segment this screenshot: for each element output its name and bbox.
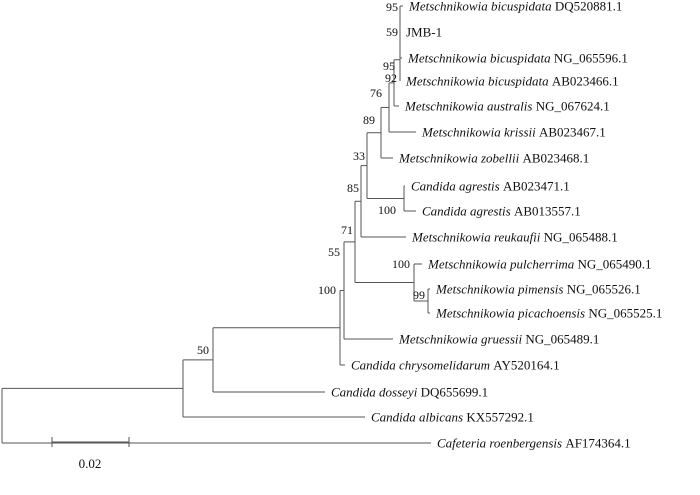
leaf-label <box>404 99 610 114</box>
species-name: Metschnikowia pimensis <box>436 281 567 297</box>
species-name: Candida dosseyi <box>331 384 421 400</box>
leaf-label <box>351 358 560 373</box>
accession-number: NG_067624.1 <box>535 98 610 114</box>
leaf-label <box>407 51 628 66</box>
leaf-label <box>371 410 534 425</box>
bootstrap-value: 100 <box>318 283 336 297</box>
scale-bar <box>52 437 129 471</box>
species-name: Metschnikowia bicuspidata <box>406 73 552 89</box>
accession-number: JMB-1 <box>406 24 443 40</box>
leaf-label <box>408 0 622 14</box>
bootstrap-value: 55 <box>328 245 340 259</box>
accession-number: NG_065525.1 <box>588 305 663 321</box>
species-name: Candida albicans <box>371 409 467 425</box>
species-name: Candida chrysomelidarum <box>351 357 494 373</box>
accession-number: NG_065596.1 <box>553 50 628 66</box>
species-name: Candida agrestis <box>411 178 503 194</box>
leaf-label <box>427 257 652 272</box>
leaf-label <box>398 151 589 166</box>
leaf-label <box>437 436 631 451</box>
accession-number: AB023467.1 <box>539 124 606 140</box>
leaf-label <box>435 282 641 297</box>
leaf-label <box>422 204 581 219</box>
species-name: Metschnikowia bicuspidata <box>408 50 554 66</box>
tree-branches <box>2 6 431 443</box>
species-name: Metschnikowia zobellii <box>399 150 523 166</box>
bootstrap-value: 89 <box>363 113 375 127</box>
bootstrap-labels <box>197 0 425 357</box>
leaf-label <box>411 179 570 194</box>
leaf-label <box>331 385 488 400</box>
bootstrap-value: 59 <box>386 25 398 39</box>
bootstrap-value: 95 <box>386 0 398 14</box>
bootstrap-value: 92 <box>385 71 397 85</box>
accession-number: AB023466.1 <box>551 73 619 89</box>
species-name: Metschnikowia australis <box>405 98 536 114</box>
species-name: Metschnikowia pulcherrima <box>428 256 578 272</box>
accession-number: KX557292.1 <box>466 409 534 425</box>
species-name: Candida agrestis <box>422 203 514 219</box>
accession-number: AF174364.1 <box>565 435 631 451</box>
bootstrap-value: 100 <box>378 203 396 217</box>
bootstrap-value: 85 <box>347 181 359 195</box>
species-name: Metschnikowia krissii <box>422 124 539 140</box>
accession-number: NG_065526.1 <box>566 281 641 297</box>
accession-number: AY520164.1 <box>493 357 560 373</box>
leaf-label <box>435 306 662 321</box>
leaf-label <box>398 332 599 347</box>
bootstrap-value: 71 <box>341 223 353 237</box>
bootstrap-value: 95 <box>383 59 395 73</box>
accession-number: NG_065489.1 <box>525 331 600 347</box>
species-name: Metschnikowia reukaufii <box>412 229 544 245</box>
leaf-label <box>411 230 618 245</box>
bootstrap-value: 50 <box>197 343 209 357</box>
bootstrap-value: 99 <box>413 288 425 302</box>
accession-number: NG_065490.1 <box>577 256 652 272</box>
accession-number: DQ655699.1 <box>420 384 489 400</box>
bootstrap-value: 76 <box>370 86 382 100</box>
leaf-label <box>421 125 606 140</box>
accession-number: AB013557.1 <box>513 203 581 219</box>
species-name: Metschnikowia picachoensis <box>436 305 589 321</box>
accession-number: NG_065488.1 <box>543 229 618 245</box>
leaf-label <box>405 74 619 89</box>
leaf-label <box>406 25 442 40</box>
bootstrap-value: 33 <box>353 149 365 163</box>
scale-bar-label: 0.02 <box>78 456 102 471</box>
leaf-labels <box>331 0 662 451</box>
species-name: Cafeteria roenbergensis <box>437 435 566 451</box>
accession-number: AB023471.1 <box>502 178 570 194</box>
species-name: Metschnikowia gruessii <box>399 331 526 347</box>
bootstrap-value: 100 <box>392 257 410 271</box>
accession-number: DQ520881.1 <box>554 0 623 14</box>
accession-number: AB023468.1 <box>522 150 590 166</box>
species-name: Metschnikowia bicuspidata <box>409 0 555 14</box>
